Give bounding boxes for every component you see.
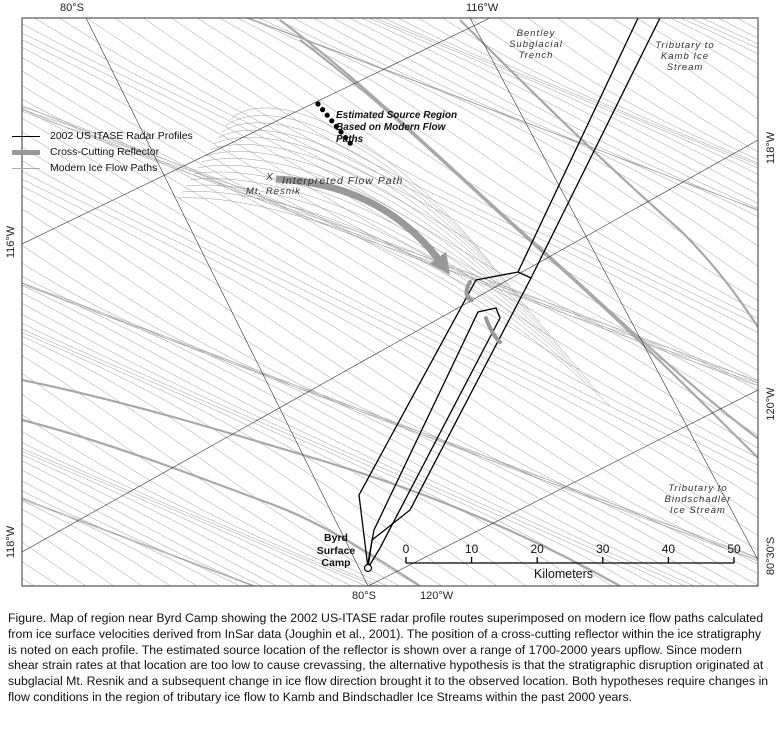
lat-label-top: 80°S	[60, 2, 84, 14]
lon-label-right-upper: 118°W	[765, 131, 777, 165]
bentley-trench-label: Bentley Subglacial Trench	[509, 28, 563, 61]
legend-swatch-reflector	[12, 150, 40, 155]
legend-swatch-flow	[12, 168, 40, 169]
meridian-line	[86, 18, 368, 586]
shear-margin-band	[280, 20, 760, 440]
ice-flow-path	[0, 310, 780, 606]
legend-item-radar-profiles	[12, 128, 193, 144]
ice-flow-path	[0, 0, 780, 25]
graticule	[22, 18, 758, 586]
mt-resnik-label: Mt. Resnik	[246, 186, 301, 197]
source-region-dot	[325, 113, 330, 118]
lat-label-right-bottom: 80°30'S	[765, 536, 777, 576]
ice-flow-path	[0, 569, 780, 607]
ice-flow-path	[0, 297, 780, 606]
legend-item-flow-paths	[12, 160, 193, 176]
ice-flow-path	[0, 594, 780, 606]
legend-label: Cross-Cutting Reflector	[50, 146, 160, 158]
byrd-camp-marker	[365, 565, 372, 572]
map-legend	[12, 128, 193, 176]
legend-item-reflector	[12, 144, 193, 160]
ice-flow-path	[0, 26, 780, 530]
byrd-camp-label: Byrd Surface Camp	[316, 532, 356, 569]
lon-label-left-upper: 116°W	[5, 225, 17, 259]
scale-tick-label: 20	[530, 542, 544, 556]
figure-caption: Figure. Map of region near Byrd Camp showing the 2002 US-ITASE radar profile routes superimposed on modern ice flow paths calculated from ice surface velocities derived from InSar data (Joughin et al., 2001). The position of a cross-cutting reflector within the ice stratigraphy is noted on each profile. The estimated source location of the reflector is shown over a range of 1700-2000 years upflow. Since modern shear strain rates at that location are too low to cause crevassing, the alternative hypothesis is that the stratigraphic disruption originated at subglacial Mt. Resnik and a subsequent change in ice flow direction brought it to the observed location. Both hypotheses require changes in flow conditions in the region of tributary ice flow to Kamb and Bindschadler Ice Streams within the past 2000 years.	[8, 611, 769, 704]
lon-label-right-middle: 120°W	[765, 387, 777, 421]
lon-label-bottom: 120°W	[420, 590, 454, 602]
ice-flow-path	[0, 12, 780, 521]
shear-margin-band	[300, 40, 760, 460]
scale-tick-label: 50	[727, 542, 741, 556]
ice-flow-path	[0, 163, 780, 606]
source-region-dot	[329, 118, 334, 123]
scale-tick-label: 10	[464, 542, 479, 556]
ice-stream-shear-margins	[22, 20, 760, 586]
legend-label: Modern Ice Flow Paths	[50, 162, 158, 174]
source-region-dot	[315, 101, 320, 106]
scale-tick-label: 40	[661, 542, 676, 556]
ice-flow-path	[218, 130, 510, 286]
legend-label: 2002 US ITASE Radar Profiles	[50, 130, 193, 142]
scale-unit: Kilometers	[534, 567, 594, 581]
interpreted-flow-path-label: Interpreted Flow Path	[282, 175, 404, 187]
source-region-label: Estimated Source Region Based on Modern Flow Paths	[336, 110, 458, 145]
lon-label-left-lower: 118°W	[5, 525, 17, 559]
map-frame	[22, 18, 758, 586]
lat-label-bottom: 80°S	[352, 590, 376, 602]
source-region-dot	[320, 107, 325, 112]
legend-swatch-radar	[12, 136, 40, 137]
ice-flow-path	[0, 0, 780, 8]
scale-tick-label: 0	[402, 542, 410, 556]
ice-flow-path	[0, 436, 780, 606]
kamb-tributary-label: Tributary to Kamb Ice Stream	[655, 40, 715, 73]
ice-flow-path	[0, 580, 780, 606]
lon-label-top: 116°W	[466, 2, 499, 14]
ice-flow-path	[0, 553, 780, 606]
ice-flow-path	[0, 283, 780, 606]
bindschadler-tributary-label: Tributary to Bindschadler Ice Stream	[664, 483, 732, 516]
mt-resnik-marker: X	[266, 172, 274, 183]
scale-tick-label: 30	[596, 542, 610, 556]
